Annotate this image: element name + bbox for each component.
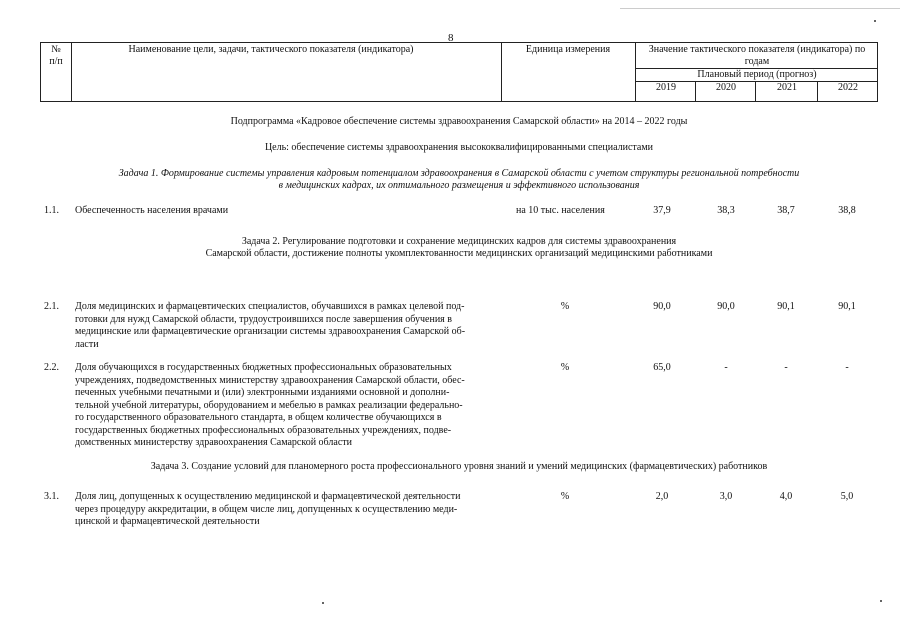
scan-speck (880, 600, 882, 602)
row-value: 90,1 (838, 301, 856, 312)
row-unit: % (560, 491, 570, 502)
row-value: - (724, 362, 728, 373)
header-year: 2021 (777, 82, 797, 93)
header-col-number: № п/п (49, 44, 63, 67)
header-divider (695, 81, 696, 101)
row-unit: % (560, 362, 570, 373)
task2-line2: Самарской области, достижение полноты укомплектованности медицинских организаций медицинскими работниками (205, 248, 713, 259)
row-number: 1.1. (44, 205, 59, 216)
goal-text: Цель: обеспечение системы здравоохранения высококвалифицированными специалистами (264, 142, 654, 153)
row-value: 38,8 (838, 205, 856, 216)
row-value: 38,7 (777, 205, 795, 216)
row-name: Доля медицинских и фармацевтических специалистов, обучавшихся в рамках целевой под- готовки для нужд Самарской области, трудоустроившихся после завершения обучения в медицинские или фармацевтические организации системы здравоохранения Самарской об- ласти (75, 301, 466, 350)
row-value: - (784, 362, 788, 373)
row-value: - (845, 362, 849, 373)
header-divider (817, 81, 818, 101)
row-number: 3.1. (44, 491, 59, 502)
header-divider (635, 43, 636, 101)
header-year: 2019 (656, 82, 676, 93)
row-value: 90,0 (717, 301, 735, 312)
row-name: Обеспеченность населения врачами (75, 205, 229, 216)
row-value: 65,0 (653, 362, 671, 373)
row-number: 2.1. (44, 301, 59, 312)
header-year: 2020 (716, 82, 736, 93)
row-value: 90,1 (777, 301, 795, 312)
header-col-unit: Единица измерения (525, 44, 611, 55)
header-col-name: Наименование цели, задачи, тактического показателя (индикатора) (128, 44, 414, 55)
scan-speck (322, 602, 324, 604)
header-table (40, 42, 878, 102)
row-number: 2.2. (44, 362, 59, 373)
row-value: 5,0 (840, 491, 854, 502)
subprogram-title: Подпрограмма «Кадровое обеспечение системы здравоохранения Самарской области» на 2014 – 2022 годы (230, 116, 688, 127)
task3-line1: Задача 3. Создание условий для планомерного роста профессионального уровня знаний и умений медицинских (фармацевтических) работников (150, 461, 768, 472)
scan-artifact-line (620, 8, 900, 9)
row-value: 38,3 (717, 205, 735, 216)
task1-line1: Задача 1. Формирование системы управления кадровым потенциалом здравоохранения в Самарской области с учетом структуры региональной потребности (118, 168, 800, 179)
header-divider (501, 43, 502, 101)
row-name: Доля лиц, допущенных к осуществлению медицинской и фармацевтической деятельности через процедуру аккредитации, в общем числе лиц, допущенных к осуществлению меди- цинской и фармацевтической деятельности (75, 491, 461, 527)
row-value: 2,0 (655, 491, 669, 502)
header-divider (755, 81, 756, 101)
scan-speck (874, 20, 876, 22)
row-unit: на 10 тыс. населения (516, 205, 605, 216)
row-value: 3,0 (719, 491, 733, 502)
header-year: 2022 (838, 82, 858, 93)
row-value: 37,9 (653, 205, 671, 216)
row-name: Доля обучающихся в государственных бюджетных профессиональных образовательных учреждениях, подведомственных министерству здравоохранения Самарской области, обес- печенных учебными печатными и (или) электронными изданиями основной и дополни- тельной учебной литературы, оборудованием и мебелью в рамках реализации федерально- го государственного образовательного стандарта, в общем количестве обучающихся в государственных бюджетных профессиональных образовательных учреждениях, подве- домственных министерству здравоохранения Самарской области (75, 362, 465, 448)
page-number: 8 (448, 32, 454, 44)
row-unit: % (560, 301, 570, 312)
task2-line1: Задача 2. Регулирование подготовки и сохранение медицинских кадров для системы здравоохранения (241, 236, 677, 247)
header-divider (71, 43, 72, 101)
task1-line2: в медицинских кадрах, их оптимального размещения и эффективного использования (278, 180, 640, 191)
header-col-values: Значение тактического показателя (индикатора) по годам (648, 44, 866, 67)
row-value: 90,0 (653, 301, 671, 312)
row-value: 4,0 (779, 491, 793, 502)
header-plan-period: Плановый период (прогноз) (697, 69, 817, 80)
